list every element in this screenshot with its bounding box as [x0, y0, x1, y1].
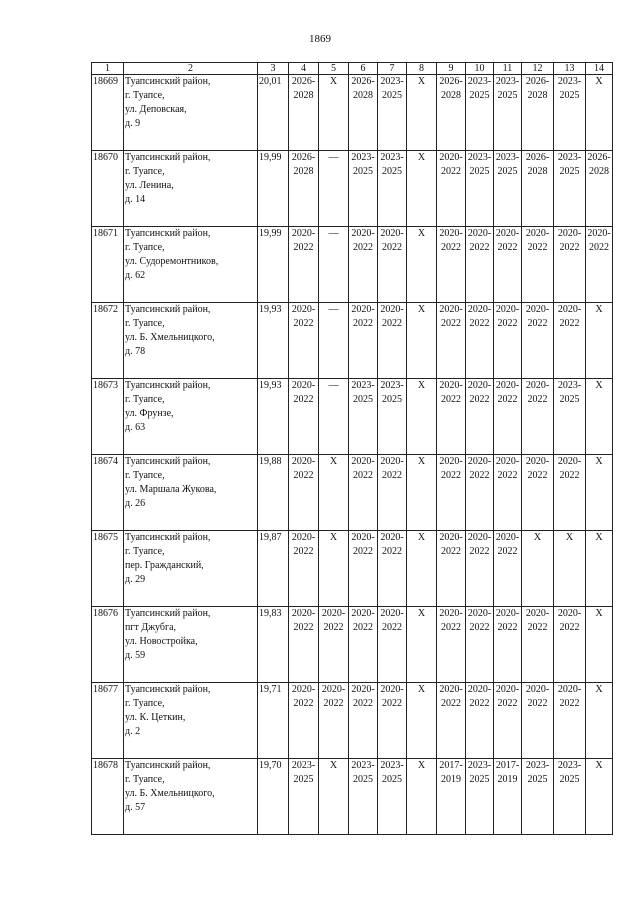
period-cell-col11: 2020- 2022 — [494, 607, 522, 683]
period-cell-col10: 2020- 2022 — [466, 683, 494, 759]
address-cell — [124, 759, 258, 835]
area-cell: 20,01 — [258, 75, 289, 151]
column-header-14: 14 — [586, 63, 613, 75]
row-number: 18669 — [92, 75, 124, 151]
period-cell-col5: — — [319, 151, 349, 227]
period-cell-col8: X — [407, 455, 437, 531]
period-cell-col5: — — [319, 227, 349, 303]
period-cell-col7: 2020- 2022 — [378, 303, 407, 379]
row-number: 18677 — [92, 683, 124, 759]
address-line: д. 78 — [125, 346, 146, 357]
period-cell-col14: X — [586, 379, 613, 455]
table-body — [92, 75, 613, 835]
period-cell-col9: 2020- 2022 — [437, 455, 466, 531]
period-cell-col8: X — [407, 683, 437, 759]
address-cell — [124, 683, 258, 759]
address-cell — [124, 303, 258, 379]
period-cell-col13: 2020- 2022 — [554, 607, 586, 683]
table-row — [92, 227, 613, 303]
area-cell: 19,93 — [258, 303, 289, 379]
address-line: д. 9 — [125, 118, 141, 129]
period-cell-col4: 2020- 2022 — [289, 531, 319, 607]
period-cell-col10: 2020- 2022 — [466, 607, 494, 683]
area-cell: 19,87 — [258, 531, 289, 607]
period-cell-col6: 2023- 2025 — [349, 759, 378, 835]
row-number: 18670 — [92, 151, 124, 227]
period-cell-col13: X — [554, 531, 586, 607]
period-cell-col13: 2023- 2025 — [554, 379, 586, 455]
period-cell-col13: 2020- 2022 — [554, 227, 586, 303]
period-cell-col5: — — [319, 379, 349, 455]
column-header-13: 13 — [554, 63, 586, 75]
period-cell-col11: 2020- 2022 — [494, 683, 522, 759]
area-cell: 19,70 — [258, 759, 289, 835]
area-cell: 19,83 — [258, 607, 289, 683]
column-header-9: 9 — [437, 63, 466, 75]
period-cell-col6: 2023- 2025 — [349, 151, 378, 227]
period-cell-col5: X — [319, 75, 349, 151]
address-line: Туапсинский район, — [125, 76, 211, 87]
column-header-4: 4 — [289, 63, 319, 75]
address-line: д. 14 — [125, 194, 146, 205]
address-line: ул. К. Цеткин, — [125, 712, 186, 723]
period-cell-col11: 2020- 2022 — [494, 379, 522, 455]
address-line: ул. Новостройка, — [125, 636, 198, 647]
address-line: г. Туапсе, — [125, 698, 165, 709]
address-line: Туапсинский район, — [125, 228, 211, 239]
period-cell-col10: 2023- 2025 — [466, 759, 494, 835]
period-cell-col9: 2017- 2019 — [437, 759, 466, 835]
period-cell-col8: X — [407, 227, 437, 303]
period-cell-col9: 2020- 2022 — [437, 683, 466, 759]
period-cell-col10: 2020- 2022 — [466, 379, 494, 455]
address-line: ул. Маршала Жукова, — [125, 484, 217, 495]
column-header-6: 6 — [349, 63, 378, 75]
period-cell-col11: 2020- 2022 — [494, 303, 522, 379]
period-cell-col4: 2020- 2022 — [289, 607, 319, 683]
period-cell-col13: 2020- 2022 — [554, 683, 586, 759]
period-cell-col8: X — [407, 303, 437, 379]
period-cell-col12: 2026- 2028 — [522, 151, 554, 227]
period-cell-col10: 2020- 2022 — [466, 227, 494, 303]
period-cell-col14: 2020- 2022 — [586, 227, 613, 303]
address-line: ул. Б. Хмельницкого, — [125, 788, 215, 799]
period-cell-col14: 2026- 2028 — [586, 151, 613, 227]
address-line: Туапсинский район, — [125, 760, 211, 771]
address-line: Туапсинский район, — [125, 608, 211, 619]
address-line: Туапсинский район, — [125, 684, 211, 695]
address-cell — [124, 455, 258, 531]
header-row — [92, 63, 613, 75]
address-line: г. Туапсе, — [125, 394, 165, 405]
period-cell-col10: 2023- 2025 — [466, 75, 494, 151]
address-line: Туапсинский район, — [125, 152, 211, 163]
table-row — [92, 455, 613, 531]
period-cell-col10: 2020- 2022 — [466, 531, 494, 607]
period-cell-col6: 2020- 2022 — [349, 303, 378, 379]
period-cell-col6: 2020- 2022 — [349, 607, 378, 683]
period-cell-col9: 2026- 2028 — [437, 75, 466, 151]
address-cell — [124, 379, 258, 455]
address-cell — [124, 531, 258, 607]
period-cell-col5: X — [319, 455, 349, 531]
period-cell-col9: 2020- 2022 — [437, 303, 466, 379]
period-cell-col14: X — [586, 607, 613, 683]
area-cell: 19,99 — [258, 151, 289, 227]
period-cell-col8: X — [407, 759, 437, 835]
column-header-11: 11 — [494, 63, 522, 75]
period-cell-col10: 2020- 2022 — [466, 455, 494, 531]
period-cell-col14: X — [586, 683, 613, 759]
period-cell-col11: 2017- 2019 — [494, 759, 522, 835]
period-cell-col7: 2023- 2025 — [378, 759, 407, 835]
period-cell-col14: X — [586, 759, 613, 835]
period-cell-col6: 2020- 2022 — [349, 531, 378, 607]
period-cell-col4: 2020- 2022 — [289, 227, 319, 303]
address-cell — [124, 75, 258, 151]
address-line: д. 59 — [125, 650, 146, 661]
period-cell-col6: 2023- 2025 — [349, 379, 378, 455]
address-line: ул. Деповская, — [125, 104, 187, 115]
area-cell: 19,71 — [258, 683, 289, 759]
column-header-12: 12 — [522, 63, 554, 75]
address-line: ул. Фрунзе, — [125, 408, 174, 419]
period-cell-col14: X — [586, 75, 613, 151]
period-cell-col8: X — [407, 151, 437, 227]
column-header-2: 2 — [124, 63, 258, 75]
period-cell-col4: 2020- 2022 — [289, 379, 319, 455]
period-cell-col12: 2026- 2028 — [522, 75, 554, 151]
period-cell-col11: 2020- 2022 — [494, 227, 522, 303]
period-cell-col5: 2020- 2022 — [319, 683, 349, 759]
table-row — [92, 379, 613, 455]
address-line: д. 26 — [125, 498, 146, 509]
period-cell-col11: 2023- 2025 — [494, 151, 522, 227]
address-line: г. Туапсе, — [125, 546, 165, 557]
period-cell-col5: X — [319, 759, 349, 835]
period-cell-col13: 2020- 2022 — [554, 303, 586, 379]
area-cell: 19,99 — [258, 227, 289, 303]
table-row — [92, 759, 613, 835]
period-cell-col10: 2023- 2025 — [466, 151, 494, 227]
address-line: д. 2 — [125, 726, 141, 737]
address-line: Туапсинский район, — [125, 532, 211, 543]
address-line: ул. Судоремонтников, — [125, 256, 219, 267]
period-cell-col13: 2023- 2025 — [554, 75, 586, 151]
period-cell-col12: 2020- 2022 — [522, 227, 554, 303]
period-cell-col10: 2020- 2022 — [466, 303, 494, 379]
period-cell-col6: 2020- 2022 — [349, 227, 378, 303]
period-cell-col4: 2020- 2022 — [289, 683, 319, 759]
address-line: Туапсинский район, — [125, 380, 211, 391]
column-header-1: 1 — [92, 63, 124, 75]
period-cell-col5: X — [319, 531, 349, 607]
table-row — [92, 303, 613, 379]
period-cell-col12: 2020- 2022 — [522, 455, 554, 531]
row-number: 18678 — [92, 759, 124, 835]
period-cell-col7: 2023- 2025 — [378, 151, 407, 227]
address-line: пгт Джубга, — [125, 622, 177, 633]
period-cell-col12: 2020- 2022 — [522, 607, 554, 683]
period-cell-col14: X — [586, 455, 613, 531]
period-cell-col5: 2020- 2022 — [319, 607, 349, 683]
period-cell-col6: 2020- 2022 — [349, 455, 378, 531]
period-cell-col7: 2020- 2022 — [378, 455, 407, 531]
address-line: г. Туапсе, — [125, 90, 165, 101]
address-line: ул. Б. Хмельницкого, — [125, 332, 215, 343]
row-number: 18671 — [92, 227, 124, 303]
period-cell-col4: 2026- 2028 — [289, 75, 319, 151]
address-line: г. Туапсе, — [125, 470, 165, 481]
address-cell — [124, 227, 258, 303]
period-cell-col4: 2020- 2022 — [289, 455, 319, 531]
address-line: д. 29 — [125, 574, 146, 585]
period-cell-col7: 2020- 2022 — [378, 227, 407, 303]
period-cell-col8: X — [407, 379, 437, 455]
column-header-3: 3 — [258, 63, 289, 75]
period-cell-col13: 2020- 2022 — [554, 455, 586, 531]
row-number: 18676 — [92, 607, 124, 683]
period-cell-col5: — — [319, 303, 349, 379]
period-cell-col11: 2023- 2025 — [494, 75, 522, 151]
column-header-10: 10 — [466, 63, 494, 75]
period-cell-col4: 2026- 2028 — [289, 151, 319, 227]
address-line: г. Туапсе, — [125, 242, 165, 253]
period-cell-col9: 2020- 2022 — [437, 227, 466, 303]
address-line: Туапсинский район, — [125, 456, 211, 467]
period-cell-col12: 2020- 2022 — [522, 379, 554, 455]
period-cell-col9: 2020- 2022 — [437, 531, 466, 607]
address-line: пер. Гражданский, — [125, 560, 204, 571]
register-table — [91, 62, 613, 835]
area-cell: 19,88 — [258, 455, 289, 531]
page-number: 1869 — [309, 33, 331, 45]
period-cell-col7: 2020- 2022 — [378, 531, 407, 607]
period-cell-col14: X — [586, 531, 613, 607]
address-line: д. 63 — [125, 422, 146, 433]
table-row — [92, 75, 613, 151]
period-cell-col6: 2026- 2028 — [349, 75, 378, 151]
period-cell-col6: 2020- 2022 — [349, 683, 378, 759]
column-header-5: 5 — [319, 63, 349, 75]
period-cell-col7: 2020- 2022 — [378, 607, 407, 683]
table-row — [92, 531, 613, 607]
address-line: Туапсинский район, — [125, 304, 211, 315]
period-cell-col14: X — [586, 303, 613, 379]
period-cell-col13: 2023- 2025 — [554, 151, 586, 227]
period-cell-col8: X — [407, 531, 437, 607]
row-number: 18672 — [92, 303, 124, 379]
period-cell-col11: 2020- 2022 — [494, 531, 522, 607]
address-cell — [124, 151, 258, 227]
address-line: д. 62 — [125, 270, 146, 281]
period-cell-col4: 2020- 2022 — [289, 303, 319, 379]
address-line: д. 57 — [125, 802, 146, 813]
row-number: 18673 — [92, 379, 124, 455]
period-cell-col12: X — [522, 531, 554, 607]
column-header-7: 7 — [378, 63, 407, 75]
period-cell-col12: 2020- 2022 — [522, 683, 554, 759]
row-number: 18674 — [92, 455, 124, 531]
column-header-8: 8 — [407, 63, 437, 75]
area-cell: 19,93 — [258, 379, 289, 455]
period-cell-col9: 2020- 2022 — [437, 379, 466, 455]
period-cell-col7: 2023- 2025 — [378, 75, 407, 151]
period-cell-col9: 2020- 2022 — [437, 151, 466, 227]
period-cell-col9: 2020- 2022 — [437, 607, 466, 683]
address-line: г. Туапсе, — [125, 166, 165, 177]
period-cell-col11: 2020- 2022 — [494, 455, 522, 531]
period-cell-col8: X — [407, 75, 437, 151]
address-line: г. Туапсе, — [125, 318, 165, 329]
period-cell-col4: 2023- 2025 — [289, 759, 319, 835]
row-number: 18675 — [92, 531, 124, 607]
period-cell-col12: 2023- 2025 — [522, 759, 554, 835]
period-cell-col7: 2020- 2022 — [378, 683, 407, 759]
period-cell-col7: 2023- 2025 — [378, 379, 407, 455]
address-line: ул. Ленина, — [125, 180, 174, 191]
table-row — [92, 683, 613, 759]
table-row — [92, 607, 613, 683]
period-cell-col8: X — [407, 607, 437, 683]
table-row — [92, 151, 613, 227]
address-cell — [124, 607, 258, 683]
period-cell-col12: 2020- 2022 — [522, 303, 554, 379]
address-line: г. Туапсе, — [125, 774, 165, 785]
period-cell-col13: 2023- 2025 — [554, 759, 586, 835]
